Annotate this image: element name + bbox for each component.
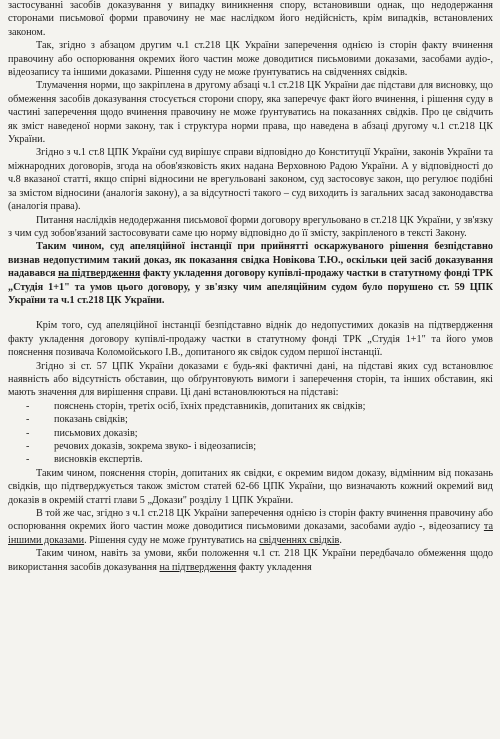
paragraph-5-underlined: на підтвердження (58, 268, 141, 280)
paragraph-2: Тлумачення норми, що закріплена в другому абзаці ч.1 ст.218 ЦК України дає підстави для висновку, що обмеження засобів доказування стосується сторони спору, яка заперечує факт його вчинення, і рішення суду в частині заперечення щодо вчинення правочину не може ґрунтуватись на показаннях свідків. Про це свідчить як зміст наведеної норми закону, так і структура норми права, що наведена в абзаці другому ч.1 ст.218 ЦК України. (8, 80, 493, 146)
paragraph-8: Таким чином, пояснення сторін, допитаних як свідки, є окремим видом доказу, відмінним від показань свідків, що підтверджується також змістом статей 62-66 ЦПК України, що визначають кожний окремий вид доказів в окремій статті глави 5 „Докази" розділу 1 ЦПК України. (8, 467, 493, 506)
list-item-text: висновків експертів. (54, 454, 143, 466)
list-item: - пояснень сторін, третіх осіб, їхніх представників, допитаних як свідків; (26, 400, 366, 412)
paragraph-9-text-b: . Рішення суду не може ґрунтуватись на (84, 534, 260, 546)
paragraph-9-underlined-2: свідченнях свідків (259, 534, 340, 546)
paragraph-10-text-b: факту укладення (236, 561, 312, 573)
paragraph-9-text-a: В той же час, згідно з ч.1 ст.218 ЦК України заперечення однією із сторін факту вчинення правочину або оспорювання окремих його частин може доводитися письмовими доказами, засобами аудіо -, відеозапису (8, 508, 493, 533)
paragraph-5-text-b: факту укладення договору купівлі-продажу частки в статутному фонді ТРК „Студія 1+1" та умов цього договору, у зв'язку чим апеляційним судом було порушено ст. 59 ЦПК України та ч.1 ст.218 ЦК України. (8, 268, 493, 306)
paragraph-1: Так, згідно з абзацом другим ч.1 ст.218 ЦК України заперечення однією із сторін факту вчинення правочину або оспорювання окремих його частин може доводитися письмовими доказами, засобами аудіо-, відеозапису та іншими доказами. Рішення суду не може ґрунтуватись на свідченнях свідків. (8, 40, 493, 79)
paragraph-4: Питання наслідків недодержання письмової форми договору врегульовано в ст.218 ЦК України, у зв'язку з чим суд зобов'язаний застосовувати саме цю норму відповідно до її змісту, закріпленого в тексті Закону. (8, 214, 493, 239)
paragraph-5-text-a: Таким чином, суд апеляційної інстанції при прийнятті оскаржуваного рішення безпідставно визнав недопустимим такий доказ, як показання свідка Новікова Т.Ю., оскільки цей засіб доказування надавався (8, 241, 493, 280)
paragraph-10 (8, 547, 493, 574)
list-item: - висновків експертів. (26, 454, 143, 466)
list-item-text: письмових доказів; (54, 427, 138, 439)
paragraph-9-underlined-1: та іншими доказами (8, 521, 493, 546)
list-item-text: речових доказів, зокрема звуко- і відеозаписів; (54, 441, 257, 452)
list-item-text: показань свідків; (54, 414, 128, 426)
list-item: - показань свідків; (26, 414, 128, 426)
paragraph-9 (8, 507, 493, 547)
paragraph-10-text-a: Таким чином, навіть за умови, якби положення ч.1 ст. 218 ЦК України передбачало обмеження щодо використання засобів доказування (8, 548, 493, 573)
paragraph-9-text-c: . (339, 534, 342, 546)
evidence-list (8, 400, 493, 467)
paragraph-6: Крім того, суд апеляційної інстанції безпідставно віднік до недопустимих доказів на підтвердження факту укладення договору купівлі-продажу частки в статутному фонді ТРК „Студія 1+1" та його умов пояснення позивача Коломойського І.В., допитаного як свідок судом першої інстанції. (8, 320, 493, 359)
paragraph-0: застосуванні засобів доказування у випадку виникнення спору, встановивши однак, що недодержання сторонами письмової форми правочину не має наслідком його недійсність, крім випадків, встановлених законом. (8, 0, 493, 38)
paragraph-10-underlined: на підтвердження (159, 561, 237, 573)
list-item: - письмових доказів; (26, 427, 138, 439)
list-item-text: пояснень сторін, третіх осіб, їхніх представників, допитаних як свідків; (54, 400, 366, 412)
paragraph-7: Згідно зі ст. 57 ЦПК України доказами є будь-які фактичні дані, на підставі яких суд встановлює наявність або відсутність обставин, що обґрунтовують вимоги і заперечення сторін, та інших обставин, які мають значення для вирішення справи. Ці дані встановлюються на підставі: (8, 360, 493, 399)
paragraph-3: Згідно з ч.1 ст.8 ЦПК України суд вирішує справи відповідно до Конституції України, законів України та міжнародних договорів, згода на обов'язковість яких надана Верховною Радою України. А у відповідності до ч.8 вказаної статті, якщо спірні відносини не врегульовані законом, суд застосовує закон, що регулює подібні за змістом відносини (аналогія закону), а за відсутності такого – суд виходить із загальних засад законодавства (аналогія права). (8, 147, 493, 213)
list-item: - речових доказів, зокрема звуко- і відеозаписів; (26, 441, 257, 452)
paragraph-5-bold (8, 240, 493, 307)
